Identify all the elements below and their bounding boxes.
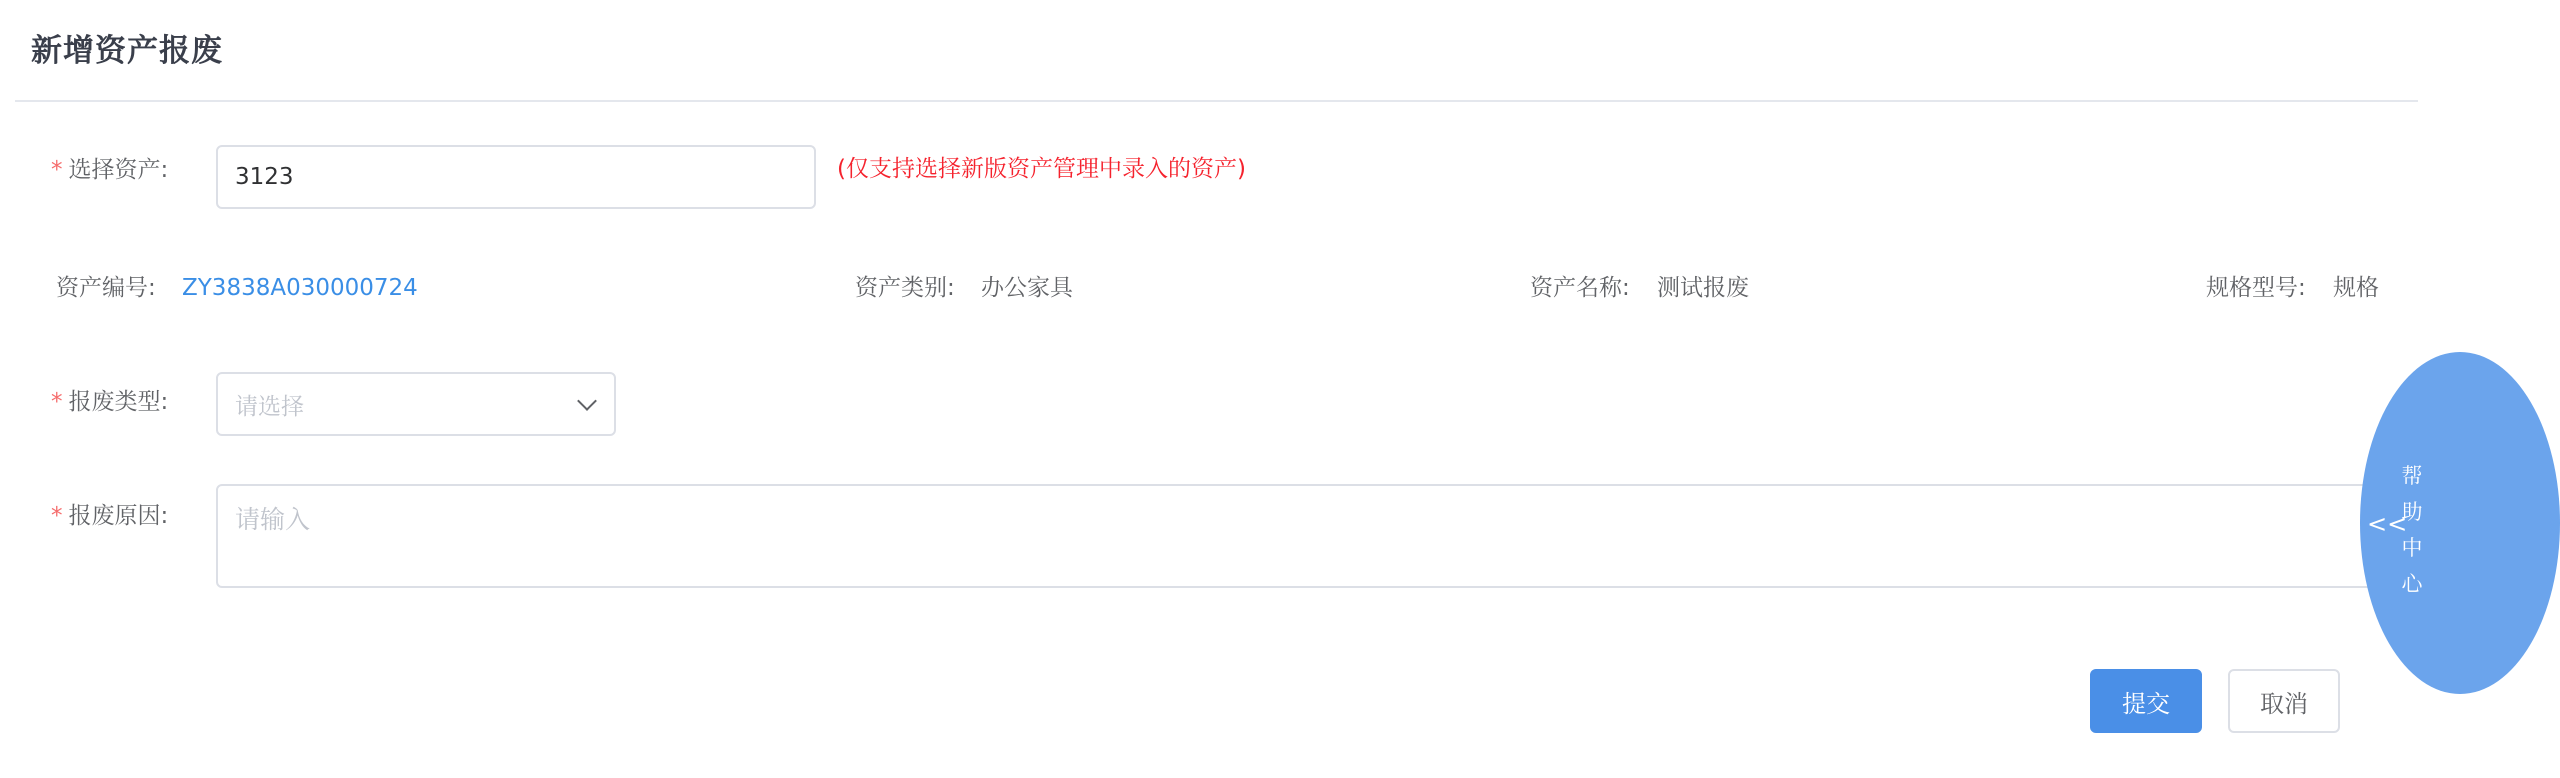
chevron-down-icon <box>577 391 597 411</box>
asset-category-label: 资产类别: <box>855 275 955 301</box>
scrap-type-placeholder: 请选择 <box>235 393 304 420</box>
asset-category-value: 办公家具 <box>981 275 1073 301</box>
asset-name-value: 测试报废 <box>1657 275 1749 301</box>
asset-input-value: 3123 <box>235 164 294 190</box>
asset-spec-value: 规格 <box>2333 275 2379 301</box>
help-center-label[interactable]: 帮助中心 <box>2401 464 2423 596</box>
scrap-reason-label <box>51 505 168 528</box>
required-mark: * <box>51 389 63 415</box>
asset-label <box>51 159 168 182</box>
scrap-reason-placeholder: 请输入 <box>235 505 311 534</box>
scrap-type-label-text: 报废类型: <box>68 389 169 415</box>
asset-code-value[interactable]: ZY3838A030000724 <box>182 275 418 301</box>
scrap-reason-label-text: 报废原因: <box>68 503 169 529</box>
asset-hint: (仅支持选择新版资产管理中录入的资产) <box>837 156 1246 182</box>
asset-code-label: 资产编号: <box>56 275 156 301</box>
required-mark: * <box>51 503 63 529</box>
chevron-left-icon[interactable]: << <box>2367 510 2408 538</box>
required-mark: * <box>51 157 63 183</box>
asset-name-label: 资产名称: <box>1530 275 1630 301</box>
scrap-type-select[interactable] <box>216 372 616 436</box>
cancel-button[interactable]: 取消 <box>2228 669 2340 733</box>
title-divider <box>15 100 2418 102</box>
page-title: 新增资产报废 <box>31 33 223 69</box>
asset-spec-label: 规格型号: <box>2206 275 2306 301</box>
submit-button[interactable]: 提交 <box>2090 669 2202 733</box>
asset-label-text: 选择资产: <box>68 157 169 183</box>
scrap-reason-textarea[interactable] <box>216 484 2446 588</box>
asset-input[interactable] <box>216 145 816 209</box>
scrap-type-label <box>51 391 168 414</box>
